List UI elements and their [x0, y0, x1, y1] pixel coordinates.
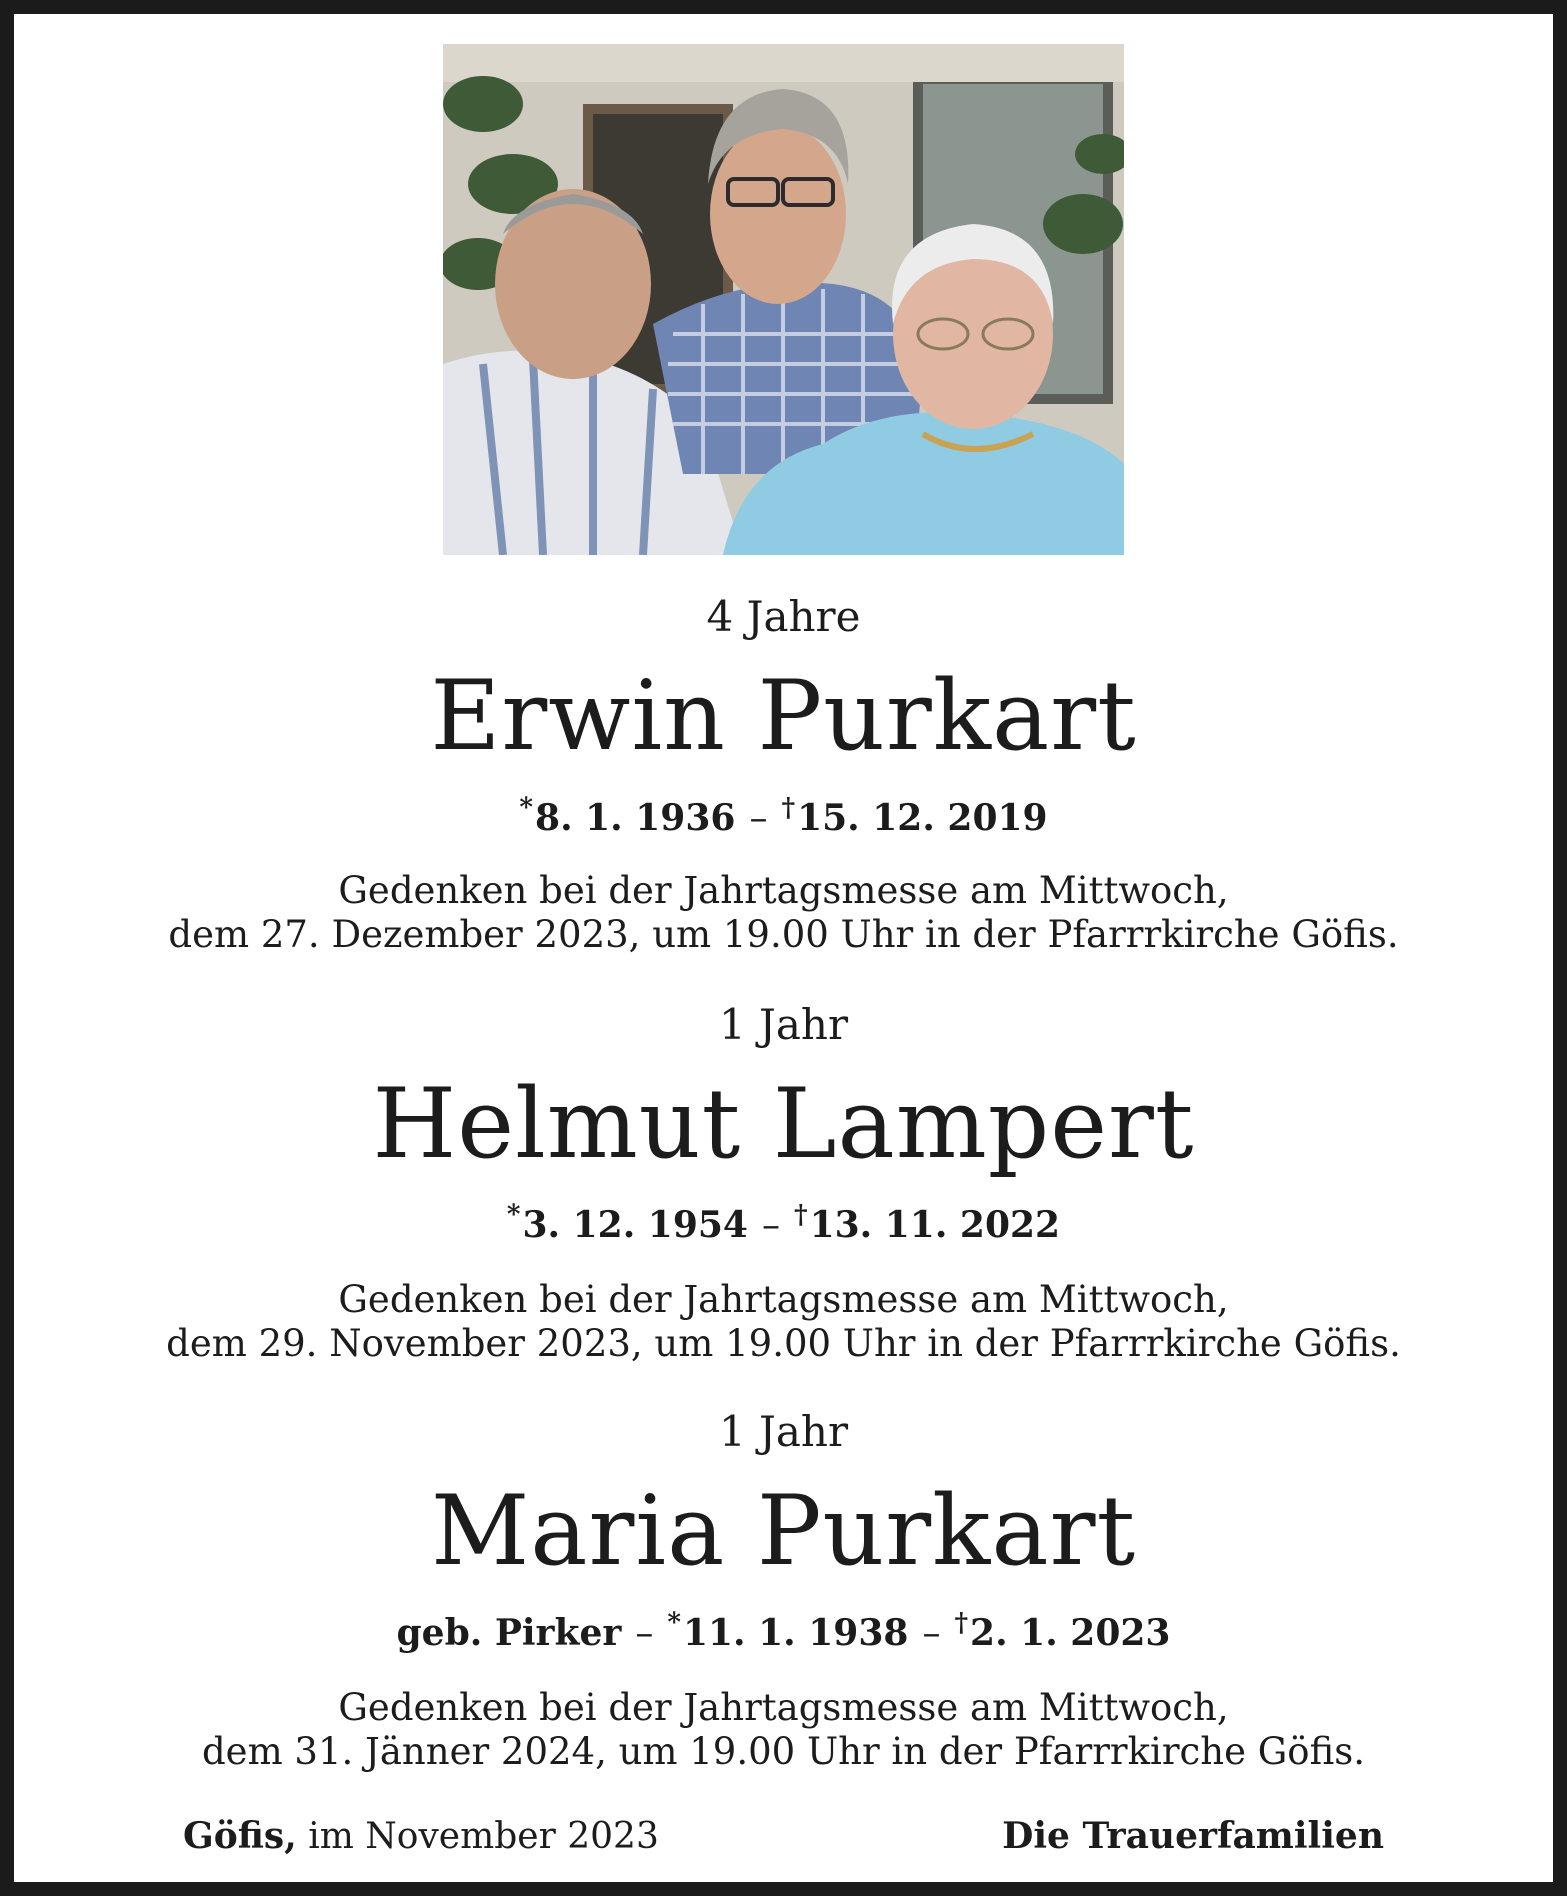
memorial-line-1: Gedenken bei der Jahrtagsmesse am Mittwoch,: [338, 1686, 1229, 1729]
memorial-line-1: Gedenken bei der Jahrtagsmesse am Mittwoch,: [338, 869, 1229, 912]
memorial-line-2: dem 29. November 2023, um 19.00 Uhr in der Pfarrrkirche Göfis.: [166, 1322, 1401, 1365]
life-dates-2: [0, 1200, 1567, 1246]
family-photo: [443, 44, 1124, 555]
deceased-name-1: Erwin Purkart: [430, 660, 1137, 772]
footer-signature: Die Trauerfamilien: [1002, 1815, 1384, 1857]
anniversary-years-3: 1 Jahr: [718, 1407, 849, 1456]
footer-place-date: [183, 1815, 659, 1857]
birth-date: 3. 12. 1954: [522, 1204, 748, 1246]
footer-place: Göfis,: [183, 1815, 297, 1857]
date-separator: –: [922, 1613, 941, 1654]
death-symbol: †: [793, 1200, 808, 1230]
anniversary-years-1: 4 Jahre: [706, 592, 861, 641]
memorial-mass-text-3: [0, 1686, 1567, 1774]
family-photo-illustration: [443, 44, 1124, 555]
birth-date: 11. 1. 1938: [682, 1612, 909, 1654]
anniversary-years-2: 1 Jahr: [718, 1000, 849, 1049]
date-separator: –: [761, 1205, 780, 1246]
footer-date: im November 2023: [308, 1816, 659, 1857]
memorial-line-2: dem 27. Dezember 2023, um 19.00 Uhr in der Pfarrrkirche Göfis.: [168, 913, 1399, 956]
life-dates-1: [0, 793, 1567, 839]
memorial-mass-text-1: [0, 869, 1567, 957]
date-separator: –: [635, 1613, 654, 1654]
deceased-name-2: Helmut Lampert: [372, 1068, 1195, 1180]
memorial-line-1: Gedenken bei der Jahrtagsmesse am Mittwoch,: [338, 1278, 1229, 1321]
memorial-mass-text-2: [0, 1278, 1567, 1366]
death-symbol: †: [781, 793, 796, 823]
death-symbol: †: [954, 1608, 969, 1638]
maiden-name: geb. Pirker: [396, 1612, 622, 1654]
birth-symbol: *: [506, 1200, 521, 1230]
death-date: 2. 1. 2023: [970, 1612, 1171, 1654]
life-dates-3: [0, 1608, 1567, 1654]
death-date: 13. 11. 2022: [809, 1204, 1061, 1246]
birth-symbol: *: [667, 1608, 681, 1638]
birth-date: 8. 1. 1936: [535, 797, 736, 839]
death-date: 15. 12. 2019: [797, 797, 1048, 839]
birth-symbol: *: [519, 793, 534, 823]
date-separator: –: [749, 798, 768, 839]
deceased-name-3: Maria Purkart: [430, 1475, 1137, 1587]
memorial-line-2: dem 31. Jänner 2024, um 19.00 Uhr in der Pfarrrkirche Göfis.: [201, 1730, 1365, 1773]
